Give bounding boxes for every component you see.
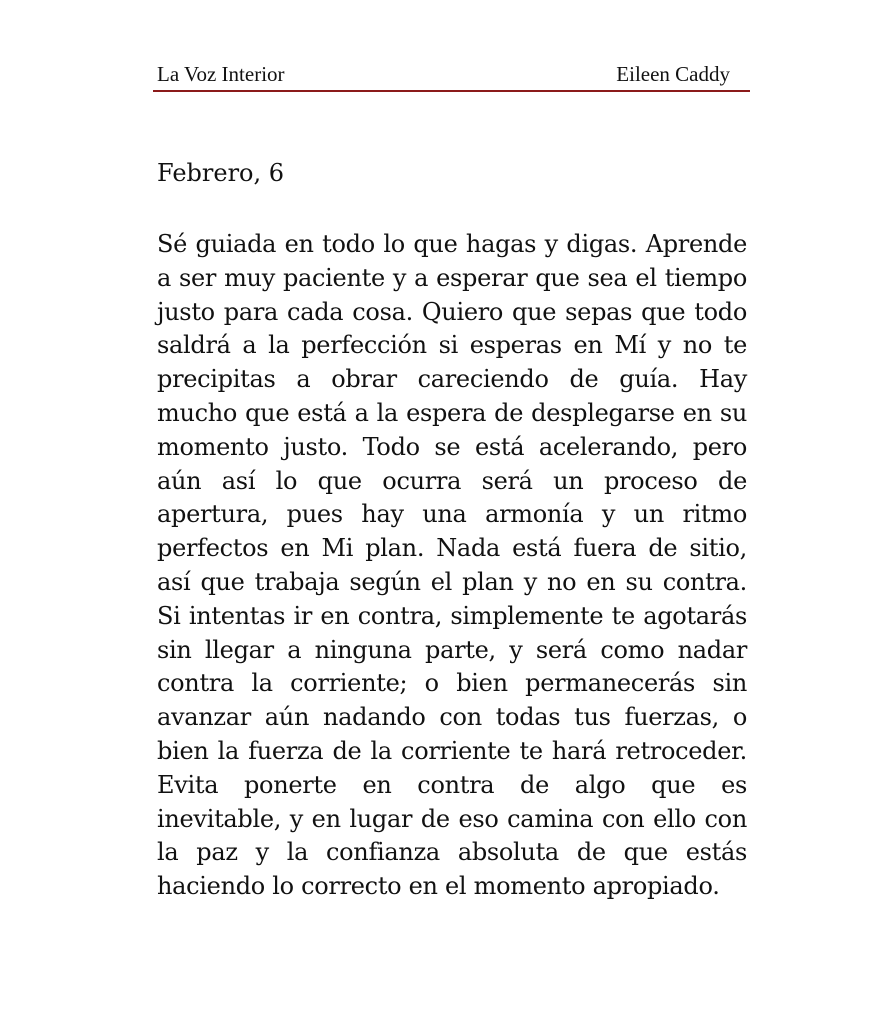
entry-date: Febrero, 6 xyxy=(157,159,285,187)
entry-body-text: Sé guiada en todo lo que hagas y digas. Aprende a ser muy paciente y a esperar que sea el tiempo justo para cada cosa. Quiero que sepas que todo saldrá a la perfección si esperas en Mí y no te precipitas a obrar careciendo de guía. Hay mucho que está a la espera de desplegarse en su momento justo. Todo se está acelerando, pero aún así lo que ocurra será un proceso de apertura, pues hay una armonía y un ritmo perfectos en Mi plan. Nada está fuera de sitio, así que trabaja según el plan y no en su contra. Si intentas ir en contra, simplemente te agotarás sin llegar a ninguna parte, y será como nadar contra la corriente; o bien permanecerás sin avanzar aún nadando con todas tus fuerzas, o bien la fuerza de la corriente te hará retroceder. Evita ponerte en contra de algo que es inevitable, y en lugar de eso camina con ello con la paz y la confianza absoluta de que estás haciendo lo correcto en el momento apropiado. xyxy=(157,230,747,901)
book-title: La Voz Interior xyxy=(157,62,285,86)
author-name: Eileen Caddy xyxy=(616,62,730,86)
page-header xyxy=(153,60,750,92)
